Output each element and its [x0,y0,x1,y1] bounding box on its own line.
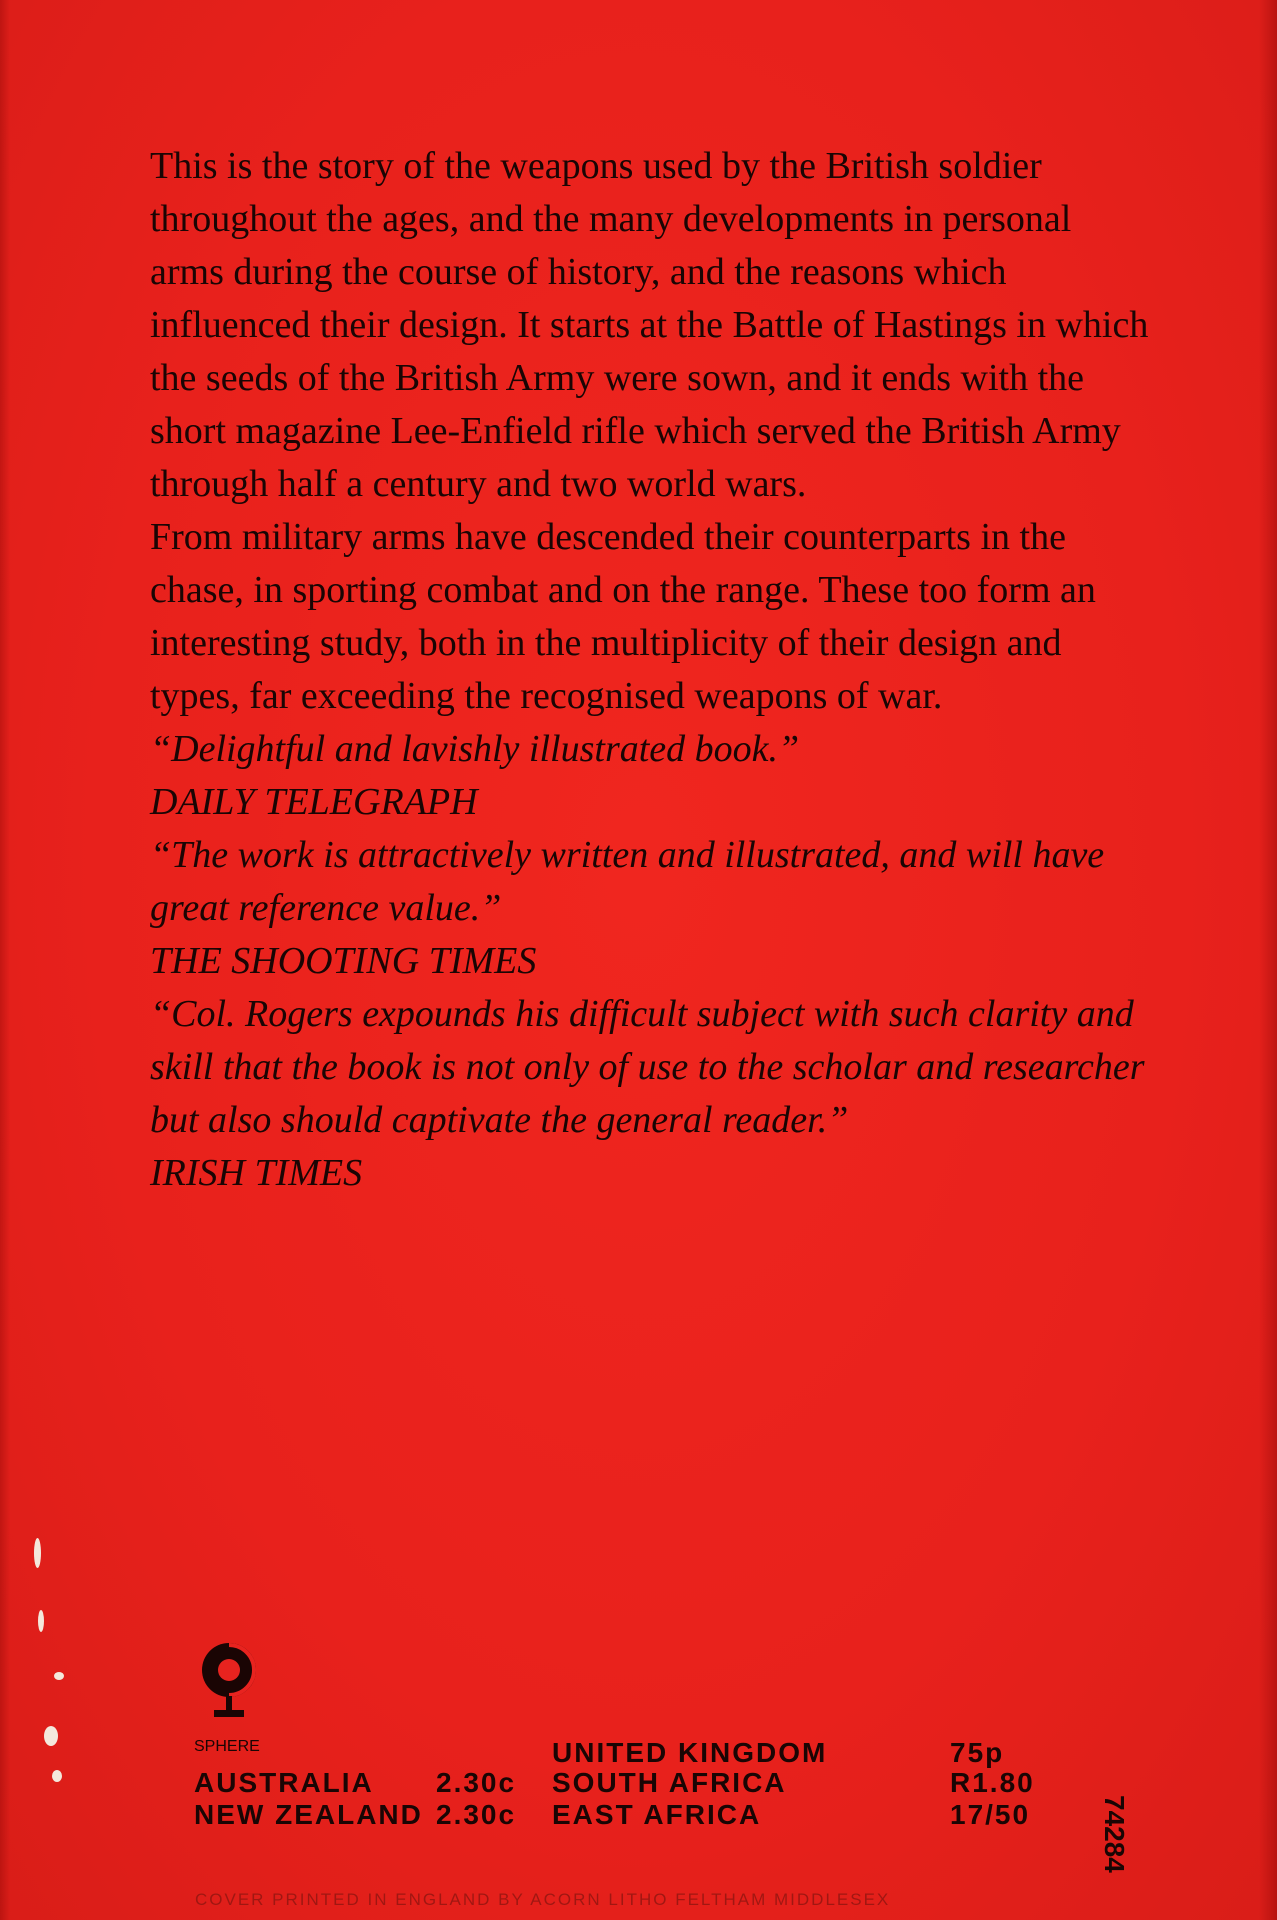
price-value: R1.80 [950,1767,1035,1798]
wear-mark [34,1538,41,1568]
publisher-name: SPHERE [194,1738,260,1755]
wear-mark [38,1610,44,1632]
wear-mark [52,1770,62,1782]
price-region: AUSTRALIA [194,1767,374,1798]
price-region: UNITED KINGDOM [552,1737,828,1768]
price-region: NEW ZEALAND [194,1799,423,1830]
wear-mark [54,1672,64,1680]
price-region: EAST AFRICA [552,1799,762,1830]
review-quote-2: “The work is attractively written and illustrated, and will have great reference value.” [150,834,1105,929]
blurb-paragraph-2: From military arms have descended their counterparts in the chase, in sporting combat and on the range. These too form an interesting study, both in the multiplicity of their design and types, far exceeding the recognised weapons of war. [150,516,1096,717]
review-quote-3: “Col. Rogers expounds his difficult subject with such clarity and skill that the book is not only of use to the scholar and researcher but also should captivate the general reader.” [150,993,1145,1141]
isbn-code: 74284 [1099,1795,1130,1873]
blurb-text [150,140,1150,1200]
price-value: 75p [950,1737,1005,1768]
wear-mark [44,1726,58,1746]
review-source-3: IRISH TIMES [150,1152,363,1194]
price-value: 2.30c [436,1799,517,1830]
price-value: 2.30c [436,1767,517,1798]
printer-credit: COVER PRINTED IN ENGLAND BY ACORN LITHO FELTHAM MIDDLESEX [195,1890,891,1909]
price-footer [150,1640,1050,1840]
price-value: 17/50 [950,1799,1031,1830]
review-source-1: DAILY TELEGRAPH [150,781,478,823]
blurb-paragraph-1: This is the story of the weapons used by the British soldier throughout the ages, and the many developments in personal arms during the course of history, and the reasons which influenced their design. It starts at the Battle of Hastings in which the seeds of the British Army were sown, and it ends with the short magazine Lee-Enfield rifle which served the British Army through half a century and two world wars. [150,145,1149,505]
sphere-globe-icon [198,1640,260,1722]
review-source-2: THE SHOOTING TIMES [150,940,537,982]
review-quote-1: “Delightful and lavishly illustrated book.” [150,728,800,770]
price-region: SOUTH AFRICA [552,1767,787,1798]
left-edge-shadow [0,0,10,1920]
right-edge-shadow [1259,0,1277,1920]
